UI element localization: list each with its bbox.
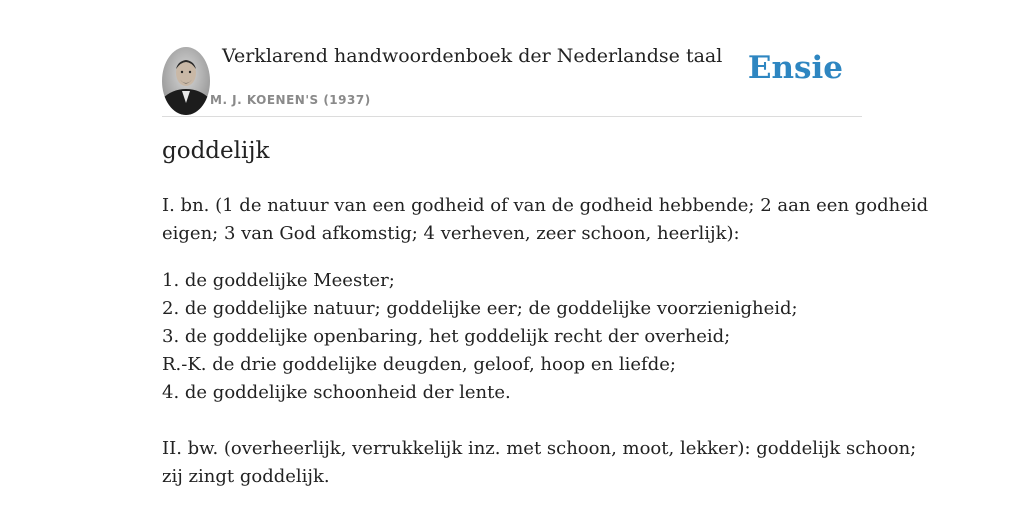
site-header [162,0,862,117]
example-line: 4. de goddelijke schoonheid der lente. [162,382,511,403]
definition [162,192,928,248]
definition-line: eigen; 3 van God afkomstig; 4 verheven, zeer schoon, heerlijk): [162,223,740,244]
adverb-line: II. bw. (overheerlijk, verrukkelijk inz. met schoon, moot, lekker): goddelijk schoon; [162,438,917,459]
example-line: 1. de goddelijke Meester; [162,270,395,291]
adverb-definition [162,435,916,491]
page [162,0,929,487]
brand-logo-link[interactable]: Ensie [747,50,843,86]
adverb-line: zij zingt goddelijk. [162,466,330,487]
book-title: Verklarend handwoordenboek der Nederlandse taal [222,45,723,67]
book-subtitle: M. J. KOENEN'S (1937) [210,93,371,107]
example-line: 2. de goddelijke natuur; goddelijke eer; de goddelijke voorzienigheid; [162,298,798,319]
example-list [162,267,798,407]
example-line: R.-K. de drie goddelijke deugden, geloof, hoop en liefde; [162,354,676,375]
author-portrait [162,47,210,115]
entry-title: goddelijk [162,138,270,164]
definition-line: I. bn. (1 de natuur van een godheid of van de godheid hebbende; 2 aan een godheid [162,195,929,216]
example-line: 3. de goddelijke openbaring, het goddelijk recht der overheid; [162,326,731,347]
